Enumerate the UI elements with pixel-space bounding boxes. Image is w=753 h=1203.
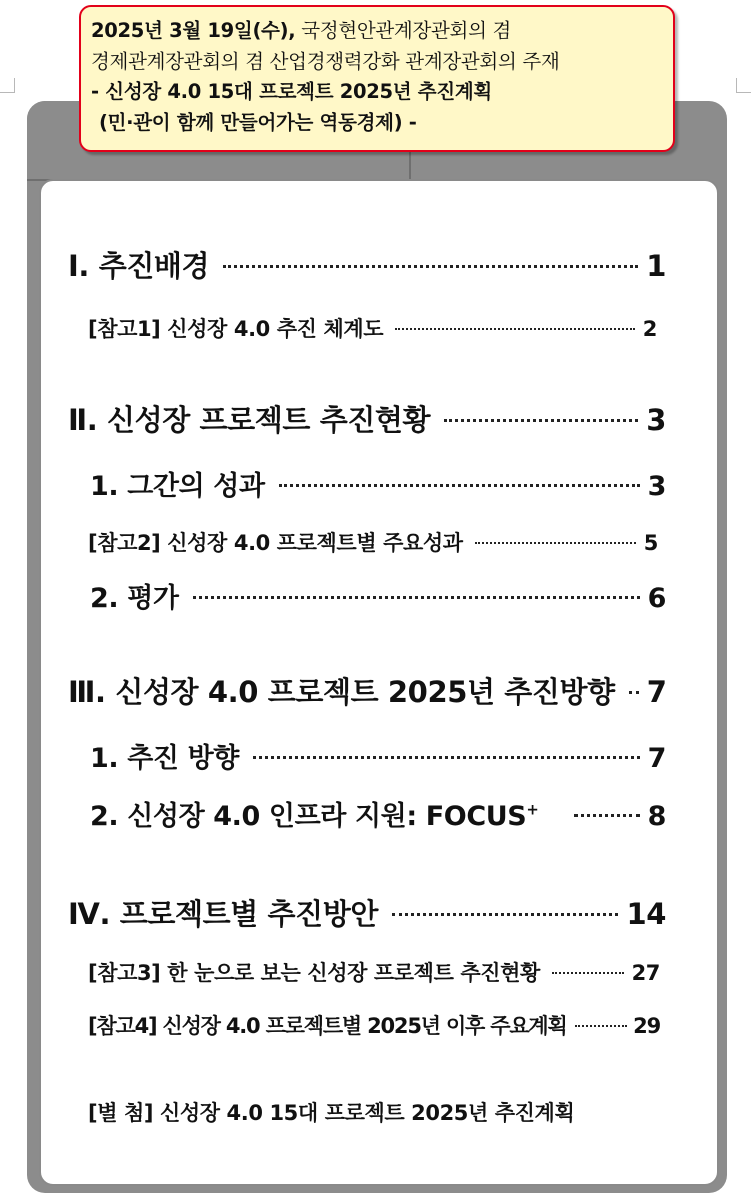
meeting-date: 2025년 3월 19일(수), bbox=[91, 19, 296, 42]
toc-page-number: 1 bbox=[646, 249, 666, 283]
toc-entry-section-3[interactable] bbox=[68, 670, 666, 711]
meeting-callout bbox=[79, 5, 675, 152]
callout-line-2: 경제관계장관회의 겸 산업경쟁력강화 관계장관회의 주재 bbox=[91, 49, 560, 73]
toc-entry-ref-1[interactable] bbox=[88, 313, 657, 343]
toc-leader bbox=[629, 691, 639, 694]
toc-leader bbox=[552, 972, 624, 974]
toc-leader bbox=[193, 596, 640, 599]
callout-line-1 bbox=[91, 16, 673, 47]
toc-entry-label: Ⅲ. 신성장 4.0 프로젝트 2025년 추진방향 bbox=[68, 675, 615, 709]
toc-entry-section-2[interactable] bbox=[68, 398, 666, 439]
toc-page-number: 7 bbox=[647, 743, 666, 774]
toc-entry-ref-2[interactable] bbox=[88, 527, 658, 557]
toc-entry-section-4[interactable] bbox=[68, 892, 666, 933]
toc-page-number: 6 bbox=[647, 583, 666, 614]
crop-mark-left bbox=[0, 78, 15, 93]
toc-entry-label: Ⅰ. 추진배경 bbox=[68, 249, 210, 283]
plus-superscript: + bbox=[526, 800, 539, 819]
toc-leader bbox=[223, 265, 638, 268]
toc-leader bbox=[279, 484, 640, 487]
toc-page-number: 8 bbox=[647, 801, 666, 832]
toc-entry-2-2[interactable] bbox=[90, 576, 666, 615]
toc-entry-3-1[interactable] bbox=[90, 736, 666, 775]
toc-page-number: 7 bbox=[646, 675, 667, 709]
toc-entry-label: 1. 추진 방향 bbox=[90, 743, 239, 774]
toc-leader bbox=[574, 814, 639, 817]
toc-page-number: 3 bbox=[647, 471, 666, 502]
toc-page-number: 5 bbox=[643, 531, 658, 555]
toc-leader bbox=[392, 913, 618, 916]
toc-entry-2-1[interactable] bbox=[90, 464, 666, 503]
toc-page-number: 29 bbox=[633, 1014, 660, 1038]
toc-entry-label: 2. 평가 bbox=[90, 583, 179, 614]
toc-leader bbox=[395, 328, 635, 330]
toc-leader bbox=[444, 419, 638, 422]
toc-entry-label bbox=[90, 794, 538, 833]
toc-page-number: 2 bbox=[642, 317, 657, 341]
toc-leader bbox=[253, 756, 640, 759]
attachment-note[interactable]: [별 첨] 신성장 4.0 15대 프로젝트 2025년 추진계획 bbox=[88, 1101, 575, 1125]
toc-entry-ref-3[interactable] bbox=[88, 957, 660, 987]
callout-line-4: (민·관이 함께 만들어가는 역동경제) - bbox=[99, 110, 417, 134]
toc-leader bbox=[575, 1025, 628, 1027]
toc-entry-label: [참고3] 한 눈으로 보는 신성장 프로젝트 추진현황 bbox=[88, 961, 540, 985]
toc-entry-ref-4[interactable] bbox=[88, 1010, 660, 1040]
toc-page-number: 3 bbox=[646, 403, 666, 437]
crop-mark-right bbox=[736, 78, 751, 93]
toc-entry-label: Ⅱ. 신성장 프로젝트 추진현황 bbox=[68, 403, 431, 437]
toc-entry-label-text: 2. 신성장 4.0 인프라 지원: FOCUS bbox=[90, 801, 527, 832]
toc-entry-label: [참고4] 신성장 4.0 프로젝트별 2025년 이후 주요계획 bbox=[88, 1014, 567, 1038]
toc-entry-label: [참고2] 신성장 4.0 프로젝트별 주요성과 bbox=[88, 531, 463, 555]
toc-entry-3-2[interactable] bbox=[90, 794, 666, 833]
toc-leader bbox=[475, 542, 636, 544]
toc-entry-label: [참고1] 신성장 4.0 추진 체계도 bbox=[88, 317, 384, 341]
callout-line-3: - 신성장 4.0 15대 프로젝트 2025년 추진계획 bbox=[91, 80, 492, 103]
toc-page-number: 14 bbox=[626, 897, 666, 931]
toc-entry-label: Ⅳ. 프로젝트별 추진방안 bbox=[68, 897, 378, 931]
meeting-name: 국정현안관계장관회의 겸 bbox=[295, 19, 512, 42]
toc-entry-label: 1. 그간의 성과 bbox=[90, 471, 265, 502]
toc-entry-section-1[interactable] bbox=[68, 244, 666, 285]
toc-page-number: 27 bbox=[631, 961, 660, 985]
